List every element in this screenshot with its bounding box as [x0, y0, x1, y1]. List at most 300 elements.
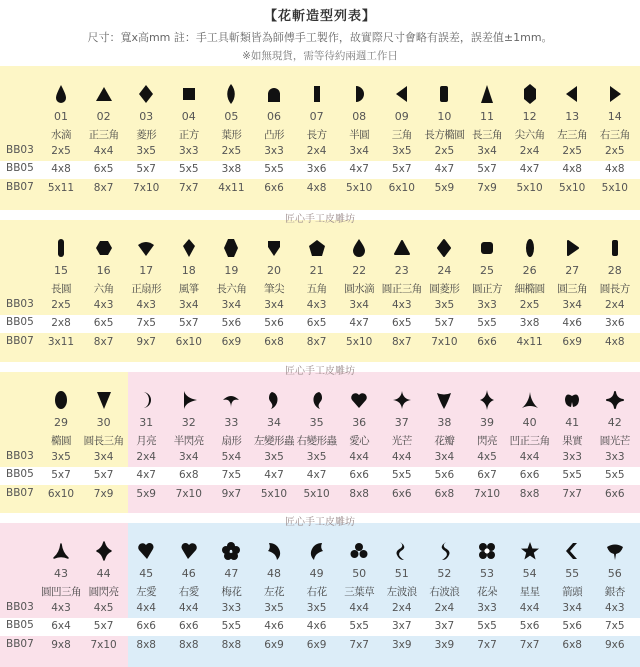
size-bb05: 4x7	[434, 163, 455, 175]
size-bb05: 6x6	[349, 469, 369, 481]
ellipse-icon	[40, 387, 82, 413]
size-bb07: 5x11	[47, 182, 75, 194]
shape-number: 53	[480, 567, 494, 580]
size-bb07: 5x10	[559, 182, 586, 194]
shape-name: 右三角	[599, 129, 630, 141]
shape-name: 圓三角	[557, 283, 588, 295]
shape-number: 54	[522, 567, 537, 580]
size-bb05: 7x5	[136, 317, 156, 329]
size-bb05: 6x5	[93, 317, 114, 329]
round-drop-icon	[338, 235, 380, 261]
size-bb03: 2x4	[434, 602, 455, 614]
size-bb05: 6x5	[392, 317, 412, 329]
shape-number: 26	[522, 264, 537, 277]
size-bb07: 7x9	[477, 182, 497, 194]
shape-number: 23	[394, 264, 409, 277]
shape-number: 42	[607, 416, 622, 429]
shape-name: 凹正三角	[509, 435, 550, 447]
shape-number: 01	[54, 110, 68, 123]
size-bb07: 7x10	[175, 488, 202, 500]
size-bb03: 4x4	[392, 451, 412, 463]
size-bb03: 4x3	[306, 299, 327, 311]
size-bb03: 5x4	[221, 451, 242, 463]
size-bb07: 6x9	[264, 639, 284, 651]
flower-icon	[466, 538, 508, 564]
shape-number: 49	[309, 567, 324, 580]
size-bb07: 6x8	[562, 639, 582, 651]
size-bb07: 7x7	[562, 488, 582, 500]
size-bb07: 7x7	[477, 639, 497, 651]
watermark-text: 匠心手工皮雕坊	[285, 366, 355, 377]
shape-name: 水滴	[51, 129, 71, 141]
size-bb03: 4x4	[179, 602, 199, 614]
ginkgo-icon	[594, 538, 636, 564]
size-bb07: 6x6	[605, 488, 625, 500]
size-bb07: 8x8	[136, 639, 156, 651]
size-bb07: 8x8	[179, 639, 199, 651]
left-triangle-icon	[551, 81, 593, 107]
row-code-bb07: BB07	[6, 487, 34, 499]
row-code-bb03: BB03	[6, 450, 34, 462]
shape-number: 04	[181, 110, 196, 123]
size-bb03: 2x5	[51, 145, 71, 157]
size-bb05: 5x7	[51, 469, 71, 481]
half-circle-icon	[338, 81, 380, 107]
watermark-text: 匠心手工皮雕坊	[285, 214, 355, 225]
shape-number: 06	[267, 110, 281, 123]
size-bb07: 7x7	[179, 182, 199, 194]
size-bb07: 6x6	[264, 182, 284, 194]
size-bb05: 6x6	[136, 620, 156, 632]
size-bb05: 5x6	[562, 620, 582, 632]
size-bb05: 5x5	[221, 620, 242, 632]
shape-name: 正三角	[88, 129, 119, 141]
shape-name: 長圓	[51, 283, 71, 295]
drop-icon	[40, 81, 82, 107]
size-note: 尺寸：寬x高mm 註：手工具斬類皆為師傅手工製作，故實際尺寸會略有誤差，誤差值±1mm。	[87, 31, 553, 44]
size-bb07: 8x8	[221, 639, 242, 651]
size-bb03: 3x4	[349, 145, 369, 157]
size-bb05: 4x6	[306, 620, 327, 632]
size-bb07: 6x9	[562, 336, 582, 348]
shape-number: 17	[139, 264, 154, 277]
round-diamond-icon	[423, 235, 465, 261]
size-bb07: 7x10	[473, 488, 501, 500]
size-bb07: 5x10	[516, 182, 543, 194]
rounded-square-icon	[466, 235, 508, 261]
arch-icon	[253, 81, 295, 107]
round-concave-triangle-icon	[40, 538, 82, 564]
size-bb03: 2x4	[519, 145, 540, 157]
left-flower-icon	[253, 538, 295, 564]
size-bb07: 9x7	[136, 336, 156, 348]
shape-name: 菱形	[136, 129, 157, 141]
size-bb07: 5x10	[303, 488, 330, 500]
size-bb05: 3x7	[392, 620, 412, 632]
size-bb03: 3x5	[306, 602, 327, 614]
round-triangle-icon	[381, 235, 423, 261]
size-bb07: 4x11	[516, 336, 543, 348]
row-code-bb07: BB07	[6, 335, 34, 347]
size-bb05: 3x8	[221, 163, 242, 175]
size-bb05: 5x7	[93, 469, 114, 481]
shape-name: 右變形蟲	[296, 435, 337, 447]
size-bb07: 6x8	[264, 336, 284, 348]
size-bb05: 7x5	[605, 620, 625, 632]
size-bb05: 6x8	[179, 469, 199, 481]
shape-name: 長三角	[472, 129, 502, 141]
shape-name: 圓閃亮	[88, 586, 119, 598]
size-bb03: 3x3	[477, 299, 497, 311]
size-bb05: 4x8	[51, 163, 71, 175]
size-bb03: 2x4	[392, 602, 412, 614]
shape-number: 40	[522, 416, 537, 429]
size-bb03: 3x4	[221, 299, 242, 311]
shape-name: 長六角	[216, 283, 247, 295]
shape-name: 正扇形	[131, 283, 162, 295]
right-wave-icon	[423, 538, 465, 564]
shape-number: 05	[224, 110, 239, 123]
shape-name: 月亮	[136, 435, 157, 447]
shape-name: 圓正三角	[381, 283, 422, 295]
size-bb07: 7x10	[133, 182, 160, 194]
size-bb07: 8x7	[392, 336, 412, 348]
shape-name: 筆尖	[264, 283, 284, 295]
stock-note: ※如無現貨，需等待約兩週工作日	[242, 50, 398, 62]
round-star-icon	[594, 387, 636, 413]
round-right-triangle-icon	[551, 235, 593, 261]
rectangle-icon	[296, 81, 338, 107]
row-code-bb05: BB05	[6, 468, 34, 480]
size-bb05: 5x5	[392, 469, 412, 481]
size-bb03: 4x3	[392, 299, 412, 311]
shape-name: 五角	[306, 283, 327, 295]
shape-number: 36	[352, 416, 367, 429]
thin-ellipse-icon	[509, 235, 551, 261]
size-bb03: 4x3	[51, 602, 71, 614]
size-bb05: 5x5	[349, 620, 369, 632]
size-bb03: 2x4	[136, 451, 156, 463]
left-paisley-icon	[253, 387, 295, 413]
size-bb07: 9x8	[51, 639, 71, 651]
size-bb05: 4x8	[562, 163, 582, 175]
shape-number: 08	[352, 110, 367, 123]
half-sparkle-icon	[168, 387, 210, 413]
size-bb03: 3x3	[562, 451, 582, 463]
shape-number: 31	[139, 416, 154, 429]
size-bb05: 5x7	[392, 163, 412, 175]
size-bb03: 4x4	[519, 451, 540, 463]
shape-number: 47	[224, 567, 239, 580]
size-bb03: 3x5	[434, 299, 455, 311]
round-rectangle-icon	[594, 235, 636, 261]
shape-number: 09	[394, 110, 409, 123]
shape-number: 37	[394, 416, 409, 429]
shape-number: 16	[96, 264, 111, 277]
chevron-arrow-icon	[551, 538, 593, 564]
shape-name: 右愛	[178, 586, 199, 598]
size-bb03: 3x3	[221, 602, 242, 614]
size-bb05: 5x7	[434, 317, 455, 329]
size-bb07: 6x10	[388, 182, 415, 194]
shape-number: 33	[224, 416, 239, 429]
size-bb05: 7x5	[221, 469, 242, 481]
shape-name: 風箏	[178, 283, 199, 295]
size-bb05: 6x5	[306, 317, 327, 329]
fan-icon	[125, 235, 167, 261]
shape-name: 葉形	[221, 129, 242, 141]
size-bb07: 5x9	[434, 182, 455, 194]
size-bb03: 4x5	[477, 451, 497, 463]
size-bb03: 3x4	[477, 145, 497, 157]
size-bb05: 5x5	[605, 469, 625, 481]
shape-name: 光芒	[391, 435, 412, 447]
shape-number: 07	[309, 110, 324, 123]
shape-number: 38	[437, 416, 452, 429]
right-triangle-icon	[594, 81, 636, 107]
size-bb07: 8x8	[519, 488, 540, 500]
size-bb05: 6x6	[519, 469, 540, 481]
shape-name: 花朵	[477, 586, 497, 598]
size-bb03: 4x4	[349, 451, 369, 463]
size-bb07: 5x10	[260, 488, 288, 500]
size-bb03: 3x5	[264, 451, 284, 463]
shape-number: 21	[309, 264, 324, 277]
size-bb07: 7x9	[93, 488, 114, 500]
shape-number: 39	[480, 416, 494, 429]
size-bb05: 3x6	[605, 317, 625, 329]
watermark-text: 匠心手工皮雕坊	[285, 517, 355, 528]
shape-number: 48	[267, 567, 281, 580]
size-bb07: 4x8	[306, 182, 327, 194]
size-bb05: 4x6	[264, 620, 284, 632]
size-bb05: 4x7	[349, 317, 369, 329]
shape-name: 凸形	[264, 129, 284, 141]
size-bb05: 6x6	[179, 620, 199, 632]
size-bb03: 3x4	[264, 299, 284, 311]
size-bb05: 2x8	[51, 317, 71, 329]
shape-number: 52	[437, 567, 452, 580]
shape-name: 三葉草	[344, 586, 375, 598]
size-bb05: 5x5	[562, 469, 582, 481]
size-bb03: 3x3	[605, 451, 625, 463]
shape-name: 左波浪	[386, 586, 417, 598]
size-bb05: 3x7	[434, 620, 455, 632]
shape-name: 圓長三角	[83, 435, 124, 447]
shape-name: 閃亮	[477, 435, 497, 447]
size-bb05: 6x5	[93, 163, 114, 175]
size-bb07: 6x10	[47, 488, 75, 500]
shape-number: 11	[480, 110, 494, 123]
size-bb03: 3x4	[349, 299, 369, 311]
size-bb07: 4x8	[605, 336, 625, 348]
size-bb03: 3x4	[93, 451, 114, 463]
left-triangle-icon	[381, 81, 423, 107]
size-bb07: 3x9	[434, 639, 455, 651]
row-code-bb03: BB03	[6, 601, 34, 613]
right-flower-icon	[296, 538, 338, 564]
shape-number: 35	[309, 416, 324, 429]
fan-shape-icon	[210, 387, 252, 413]
size-bb03: 4x3	[605, 602, 625, 614]
shape-name: 果實	[562, 435, 583, 447]
shape-name: 細橢圓	[514, 283, 545, 295]
shape-number: 12	[522, 110, 537, 123]
shape-number: 34	[267, 416, 281, 429]
shape-name: 右花	[306, 586, 327, 598]
shape-number: 56	[607, 567, 622, 580]
hexagon-icon	[83, 235, 125, 261]
size-bb05: 6x4	[51, 620, 71, 632]
shape-number: 13	[565, 110, 580, 123]
size-bb03: 2x5	[51, 299, 71, 311]
size-bb07: 8x8	[349, 488, 369, 500]
size-bb03: 4x3	[93, 299, 114, 311]
row-code-bb05: BB05	[6, 316, 34, 328]
shape-name: 三角	[391, 129, 412, 141]
leaf-icon	[210, 81, 252, 107]
size-bb07: 9x7	[221, 488, 242, 500]
size-bb05: 3x6	[306, 163, 327, 175]
shape-number: 22	[352, 264, 367, 277]
size-bb05: 5x7	[179, 317, 199, 329]
size-bb03: 3x3	[264, 145, 284, 157]
row-code-bb07: BB07	[6, 181, 34, 193]
shape-name: 左花	[264, 586, 284, 598]
size-bb05: 5x5	[179, 163, 199, 175]
heart-icon	[338, 387, 380, 413]
triangle-icon	[83, 81, 125, 107]
row-code-bb05: BB05	[6, 162, 34, 174]
size-bb03: 2x5	[221, 145, 242, 157]
shape-name: 長方	[306, 129, 327, 141]
shape-number: 03	[139, 110, 154, 123]
size-bb03: 4x4	[136, 602, 156, 614]
size-bb03: 2x4	[306, 145, 327, 157]
size-bb07: 6x10	[175, 336, 202, 348]
pen-tip-icon	[253, 235, 295, 261]
shape-name: 箭頭	[562, 586, 583, 598]
size-bb03: 3x5	[264, 602, 284, 614]
row-code-bb07: BB07	[6, 638, 34, 650]
shape-number: 27	[565, 264, 580, 277]
size-bb05: 5x7	[136, 163, 156, 175]
size-bb05: 4x8	[605, 163, 625, 175]
size-bb07: 9x6	[605, 639, 625, 651]
size-bb03: 4x3	[136, 299, 156, 311]
size-bb07: 6x6	[392, 488, 412, 500]
shape-name: 尖六角	[514, 129, 545, 141]
shape-name: 圓正方	[472, 283, 502, 295]
right-heart-icon	[168, 538, 210, 564]
size-bb05: 4x7	[306, 469, 327, 481]
shape-number: 19	[224, 264, 239, 277]
size-bb03: 3x5	[136, 145, 156, 157]
petal-icon	[423, 387, 465, 413]
size-bb07: 5x10	[601, 182, 628, 194]
shape-name: 圓水滴	[344, 283, 375, 295]
size-bb07: 8x7	[306, 336, 327, 348]
shape-name: 圓凹三角	[41, 586, 81, 598]
size-bb05: 4x7	[519, 163, 540, 175]
size-bb07: 8x7	[93, 182, 114, 194]
shape-name: 半閃亮	[173, 435, 204, 447]
row-code-bb03: BB03	[6, 144, 34, 156]
shape-name: 圓長方	[599, 283, 630, 295]
shape-number: 14	[607, 110, 622, 123]
shape-name: 半圓	[349, 129, 370, 141]
shape-name: 橢圓	[51, 435, 71, 447]
size-bb05: 4x7	[264, 469, 284, 481]
size-bb03: 3x4	[562, 602, 582, 614]
shape-name: 左三角	[557, 129, 588, 141]
size-bb07: 3x9	[392, 639, 412, 651]
long-oval-icon	[40, 235, 82, 261]
shape-number: 02	[96, 110, 111, 123]
size-bb07: 7x7	[519, 639, 540, 651]
size-bb03: 4x5	[93, 602, 114, 614]
size-bb03: 3x4	[562, 299, 582, 311]
size-bb03: 2x5	[562, 145, 582, 157]
shape-number: 25	[480, 264, 494, 277]
shape-number: 15	[54, 264, 68, 277]
down-triangle-icon	[83, 387, 125, 413]
shape-number: 24	[437, 264, 452, 277]
shape-name: 圓光芒	[599, 435, 630, 447]
diamond-icon	[125, 81, 167, 107]
fruit-icon	[551, 387, 593, 413]
kite-icon	[168, 235, 210, 261]
size-bb07: 7x7	[349, 639, 369, 651]
size-bb07: 6x9	[306, 639, 327, 651]
size-bb05: 5x6	[519, 620, 540, 632]
size-bb05: 5x7	[477, 163, 497, 175]
star-icon	[509, 538, 551, 564]
round-sparkle-icon	[83, 538, 125, 564]
size-bb07: 7x10	[431, 336, 458, 348]
size-bb03: 3x5	[306, 451, 327, 463]
size-bb05: 5x5	[477, 620, 497, 632]
size-bb03: 3x4	[179, 451, 199, 463]
size-bb03: 2x4	[605, 299, 625, 311]
shape-number: 18	[181, 264, 196, 277]
size-bb05: 5x5	[477, 317, 497, 329]
rounded-rectangle-icon	[423, 81, 465, 107]
size-bb03: 3x3	[179, 145, 199, 157]
shape-name: 正方	[178, 129, 199, 141]
left-wave-icon	[381, 538, 423, 564]
shape-name: 銀杏	[604, 586, 625, 598]
size-bb07: 3x11	[47, 336, 75, 348]
size-bb03: 3x5	[392, 145, 412, 157]
shape-number: 32	[181, 416, 196, 429]
size-bb03: 3x3	[477, 602, 497, 614]
shape-name: 左愛	[136, 586, 157, 598]
shape-name: 花瓣	[434, 435, 455, 447]
size-bb03: 2x5	[519, 299, 540, 311]
shape-number: 43	[54, 567, 68, 580]
size-bb07: 5x10	[346, 336, 373, 348]
concave-triangle-icon	[509, 387, 551, 413]
size-bb07: 8x7	[93, 336, 114, 348]
pointed-hexagon-icon	[509, 81, 551, 107]
shape-number: 50	[352, 567, 367, 580]
shape-number: 46	[181, 567, 196, 580]
row-code-bb03: BB03	[6, 298, 34, 310]
size-bb07: 4x11	[218, 182, 245, 194]
shape-number: 45	[139, 567, 154, 580]
clover-icon	[338, 538, 380, 564]
